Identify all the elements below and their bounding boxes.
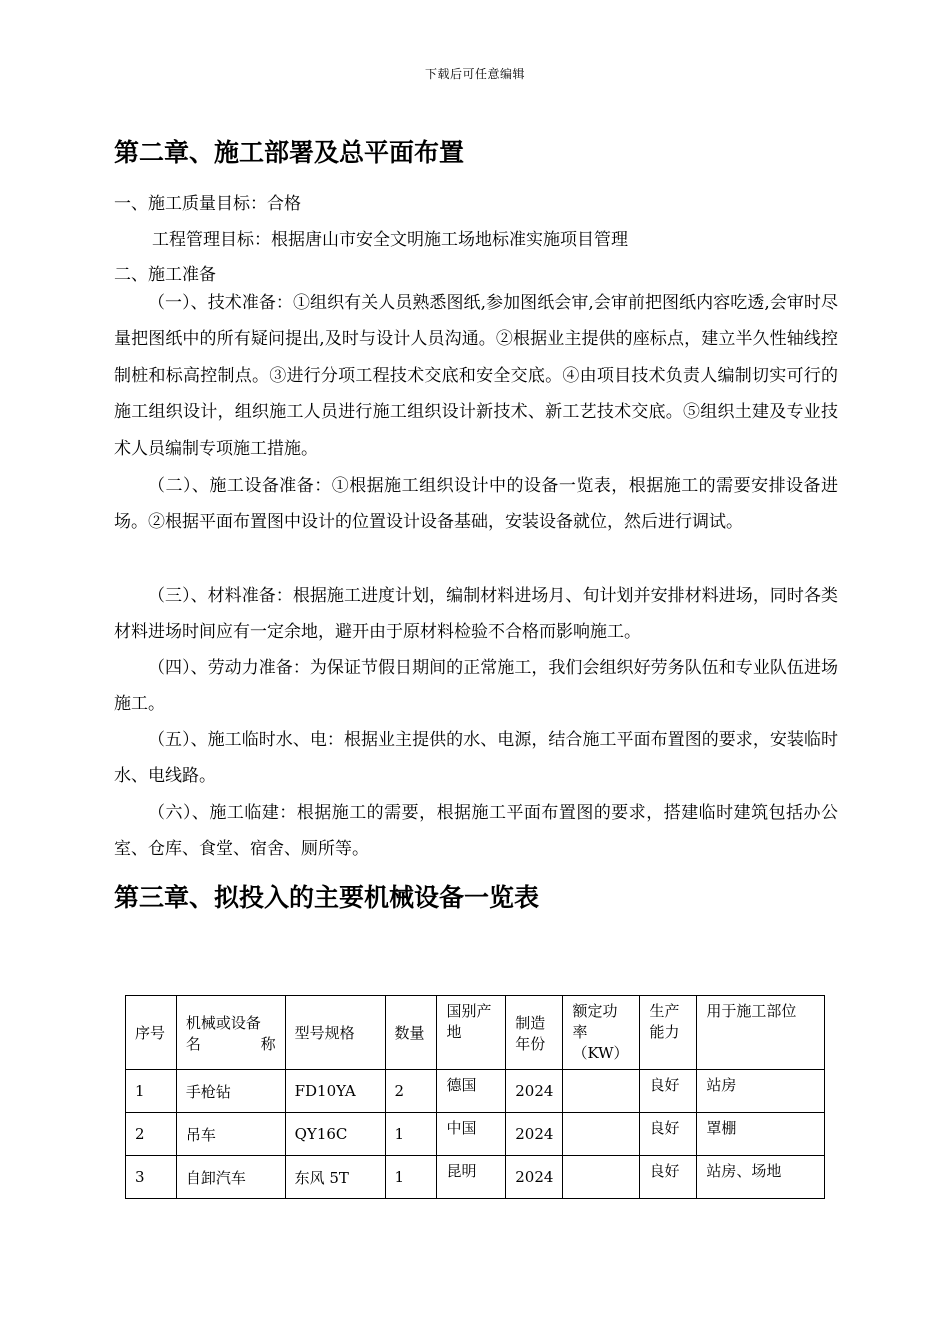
cell-model: QY16C bbox=[285, 1113, 385, 1156]
cell-power bbox=[563, 1113, 640, 1156]
paragraph-labor-prep: （四）、劳动力准备：为保证节假日期间的正常施工，我们会组织好劳务队伍和专业队伍进场施工。 bbox=[114, 658, 838, 715]
cell-origin: 德国 bbox=[437, 1070, 506, 1113]
table-row bbox=[126, 1156, 825, 1199]
header-year: 制造年份 bbox=[506, 996, 563, 1070]
cell-usage: 罩棚 bbox=[697, 1113, 825, 1156]
cell-seq: 3 bbox=[126, 1156, 177, 1199]
header-name-line2 bbox=[186, 1033, 276, 1054]
cell-seq: 1 bbox=[126, 1070, 177, 1113]
header-quantity: 数量 bbox=[385, 996, 437, 1070]
cell-qty: 2 bbox=[385, 1070, 437, 1113]
cell-capacity: 良好 bbox=[640, 1070, 697, 1113]
table-header-row bbox=[126, 996, 825, 1070]
cell-year: 2024 bbox=[506, 1113, 563, 1156]
cell-capacity: 良好 bbox=[640, 1156, 697, 1199]
quality-goal: 一、施工质量目标：合格 bbox=[114, 194, 301, 214]
header-name-line1: 机械或设备 bbox=[185, 1013, 261, 1032]
cell-name: 自卸汽车 bbox=[176, 1156, 285, 1199]
cell-capacity: 良好 bbox=[640, 1113, 697, 1156]
cell-usage: 站房 bbox=[697, 1070, 825, 1113]
paragraph-temp-buildings: （六）、施工临建：根据施工的需要，根据施工平面布置图的要求，搭建临时建筑包括办公室、仓库、食堂、宿舍、厕所等。 bbox=[114, 803, 838, 860]
cell-usage: 站房、场地 bbox=[697, 1156, 825, 1199]
equipment-table bbox=[125, 995, 825, 1199]
header-power: 额定功率（KW） bbox=[563, 996, 640, 1070]
chapter-2-title: 第二章、施工部署及总平面布置 bbox=[114, 138, 465, 167]
cell-seq: 2 bbox=[126, 1113, 177, 1156]
header-origin: 国别产地 bbox=[437, 996, 506, 1070]
cell-origin: 中国 bbox=[437, 1113, 506, 1156]
cell-name: 手枪钻 bbox=[176, 1070, 285, 1113]
cell-qty: 1 bbox=[385, 1156, 437, 1199]
header-name-char2: 称 bbox=[260, 1034, 276, 1053]
cell-name: 吊车 bbox=[176, 1113, 285, 1156]
cell-model: 东风 5T bbox=[285, 1156, 385, 1199]
cell-model: FD10YA bbox=[285, 1070, 385, 1113]
cell-origin: 昆明 bbox=[437, 1156, 506, 1199]
paragraph-temp-utilities: （五）、施工临时水、电：根据业主提供的水、电源，结合施工平面布置图的要求，安装临时水、电线路。 bbox=[114, 730, 838, 787]
header-seq: 序号 bbox=[126, 996, 177, 1070]
management-goal: 工程管理目标：根据唐山市安全文明施工场地标准实施项目管理 bbox=[152, 230, 628, 250]
header-capacity: 生产能力 bbox=[640, 996, 697, 1070]
cell-year: 2024 bbox=[506, 1156, 563, 1199]
paragraph-equipment-prep: （二）、施工设备准备：①根据施工组织设计中的设备一览表，根据施工的需要安排设备进场。②根据平面布置图中设计的位置设计设备基础，安装设备就位，然后进行调试。 bbox=[114, 476, 838, 533]
cell-qty: 1 bbox=[385, 1113, 437, 1156]
cell-power bbox=[563, 1070, 640, 1113]
paragraph-material-prep: （三）、材料准备：根据施工进度计划，编制材料进场月、旬计划并安排材料进场，同时各类材料进场时间应有一定余地，避开由于原材料检验不合格而影响施工。 bbox=[114, 586, 838, 643]
header-usage: 用于施工部位 bbox=[697, 996, 825, 1070]
cell-power bbox=[563, 1156, 640, 1199]
cell-year: 2024 bbox=[506, 1070, 563, 1113]
table-row bbox=[126, 1113, 825, 1156]
page-header-watermark: 下载后可任意编辑 bbox=[424, 67, 525, 81]
chapter-3-title: 第三章、拟投入的主要机械设备一览表 bbox=[114, 883, 540, 912]
preparation-heading: 二、施工准备 bbox=[114, 265, 216, 285]
paragraph-technical-prep: （一）、技术准备：①组织有关人员熟悉图纸,参加图纸会审,会审前把图纸内容吃透,会审时尽量把图纸中的所有疑问提出,及时与设计人员沟通。②根据业主提供的座标点，建立半久性轴线控制桩和标高控制点。③进行分项工程技术交底和安全交底。④由项目技术负责人编制切实可行的施工组织设计，组织施工人员进行施工组织设计新技术、新工艺技术交底。⑤组织土建及专业技术人员编制专项施工措施。 bbox=[114, 293, 838, 459]
header-model: 型号规格 bbox=[285, 996, 385, 1070]
table-row bbox=[126, 1070, 825, 1113]
header-equipment-name bbox=[176, 996, 285, 1070]
header-name-char1: 名 bbox=[185, 1034, 201, 1053]
